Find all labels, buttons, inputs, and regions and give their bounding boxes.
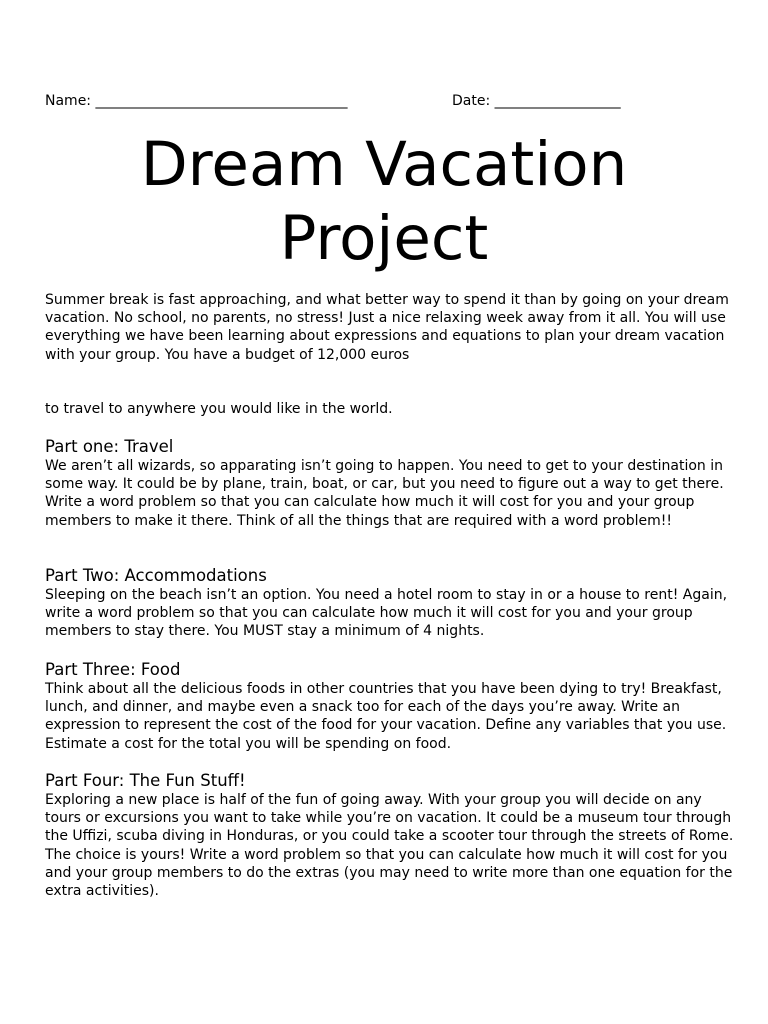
section-heading-fun-stuff: Part Four: The Fun Stuff!	[45, 771, 246, 790]
header-line	[45, 91, 735, 111]
section-food	[45, 659, 735, 753]
section-body-fun-stuff: Exploring a new place is half of the fun of going away. With your group you will decide on any tours or excursions you want to take while you’re on vacation. It could be a museum tour through the Uffizi, scuba diving in Honduras, or you could take a scooter tour through the streets of Rome. The choice is yours! Write a word problem so that you can calculate how much it will cost for you and your group members to do the extras (you may need to write more than one equation for the extra activities).	[45, 792, 734, 900]
title-line-2: Project	[279, 203, 489, 274]
section-accommodations	[45, 565, 735, 641]
document-title	[45, 128, 723, 276]
section-body-travel: We aren’t all wizards, so apparating isn’t going to happen. You need to get to your destination in some way. It could be by plane, train, boat, or car, but you need to figure out a way to get there. Write a word problem so that you can calculate how much it will cost for you and your group members to make it there. Think of all the things that are required with a word problem!!	[45, 458, 724, 529]
section-heading-food: Part Three: Food	[45, 660, 181, 679]
name-field: Name: ____________________________________	[45, 93, 348, 109]
section-body-accommodations: Sleeping on the beach isn’t an option. You need a hotel room to stay in or a house to rent! Again, write a word problem so that you can calculate how much it will cost for you and your group members to stay there. You MUST stay a minimum of 4 nights.	[45, 587, 728, 640]
intro-continuation: to travel to anywhere you would like in the world.	[45, 401, 393, 417]
section-heading-accommodations: Part Two: Accommodations	[45, 566, 267, 585]
section-body-food: Think about all the delicious foods in other countries that you have been dying to try! Breakfast, lunch, and dinner, and maybe even a snack too for each of the days you’re away. Write an expression to represent the cost of the food for your vacation. Define any variables that you use. Estimate a cost for the total you will be spending on food.	[45, 681, 727, 752]
section-fun-stuff	[45, 770, 735, 900]
title-line-1: Dream Vacation	[140, 129, 628, 200]
section-travel	[45, 436, 735, 530]
intro-paragraph: Summer break is fast approaching, and what better way to spend it than by going on your dream vacation. No school, no parents, no stress! Just a nice relaxing week away from it all. You will use everything we have been learning about expressions and equations to plan your dream vacation with your group. You have a budget of 12,000 euros	[45, 292, 729, 363]
section-heading-travel: Part one: Travel	[45, 437, 174, 456]
date-field: Date: __________________	[452, 93, 621, 109]
